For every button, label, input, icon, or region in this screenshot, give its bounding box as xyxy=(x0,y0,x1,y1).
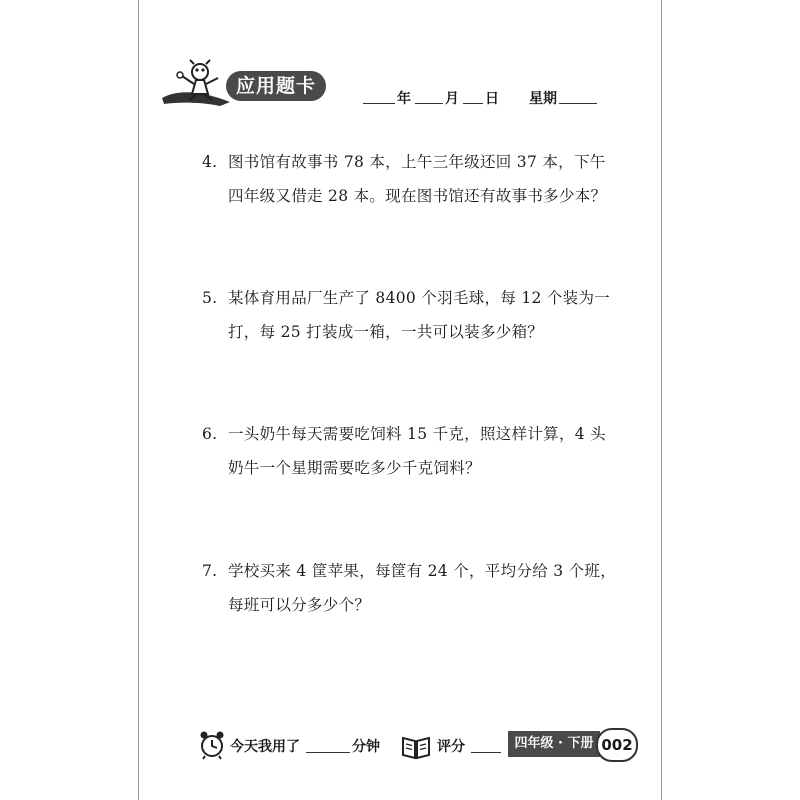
month-blank[interactable] xyxy=(415,88,443,104)
mascot-icon xyxy=(160,58,232,118)
question-number: 4. xyxy=(202,153,218,171)
question-text-line: 某体育用品厂生产了 8400 个羽毛球，每 12 个装为一 xyxy=(228,289,611,307)
day-label: 日 xyxy=(485,91,499,107)
question-5 xyxy=(202,281,612,349)
question-4 xyxy=(202,145,612,213)
question-text-line: 一头奶牛每天需要吃饲料 15 千克，照这样计算，4 头 xyxy=(228,425,606,443)
footer xyxy=(138,718,660,768)
time-prefix: 今天我用了 xyxy=(230,739,300,755)
page-number: 002 xyxy=(596,728,638,762)
question-text-line: 四年级又借走 28 本。现在图书馆还有故事书多少本？ xyxy=(228,187,607,205)
year-blank[interactable] xyxy=(363,88,395,104)
question-number: 6. xyxy=(202,425,218,443)
question-text-line: 图书馆有故事书 78 本，上午三年级还回 37 本，下午 xyxy=(228,153,606,171)
question-text-line: 学校买来 4 筐苹果，每筐有 24 个，平均分给 3 个班， xyxy=(228,562,617,580)
year-label: 年 xyxy=(397,91,411,107)
question-number: 7. xyxy=(202,562,218,580)
grade-badge: 四年级 · 下册 xyxy=(508,731,600,757)
date-line xyxy=(363,88,603,108)
question-number: 5. xyxy=(202,289,218,307)
question-text-line: 打，每 25 打装成一箱，一共可以装多少箱？ xyxy=(228,323,544,341)
question-7 xyxy=(202,554,617,622)
time-unit: 分钟 xyxy=(352,739,380,755)
question-6 xyxy=(202,417,612,485)
month-label: 月 xyxy=(445,91,459,107)
time-blank[interactable] xyxy=(306,738,350,753)
question-text-line: 奶牛一个星期需要吃多少千克饲料？ xyxy=(228,459,481,477)
weekday-blank[interactable] xyxy=(559,88,597,104)
question-text-line: 每班可以分多少个？ xyxy=(228,596,371,614)
book-icon xyxy=(401,734,431,760)
score-blank[interactable] xyxy=(471,738,501,753)
weekday-label: 星期 xyxy=(529,91,557,107)
score-label: 评分 xyxy=(437,739,465,755)
day-blank[interactable] xyxy=(463,88,483,104)
clock-icon xyxy=(198,730,226,760)
worksheet-page xyxy=(138,0,662,800)
card-title: 应用题卡 xyxy=(226,71,326,101)
